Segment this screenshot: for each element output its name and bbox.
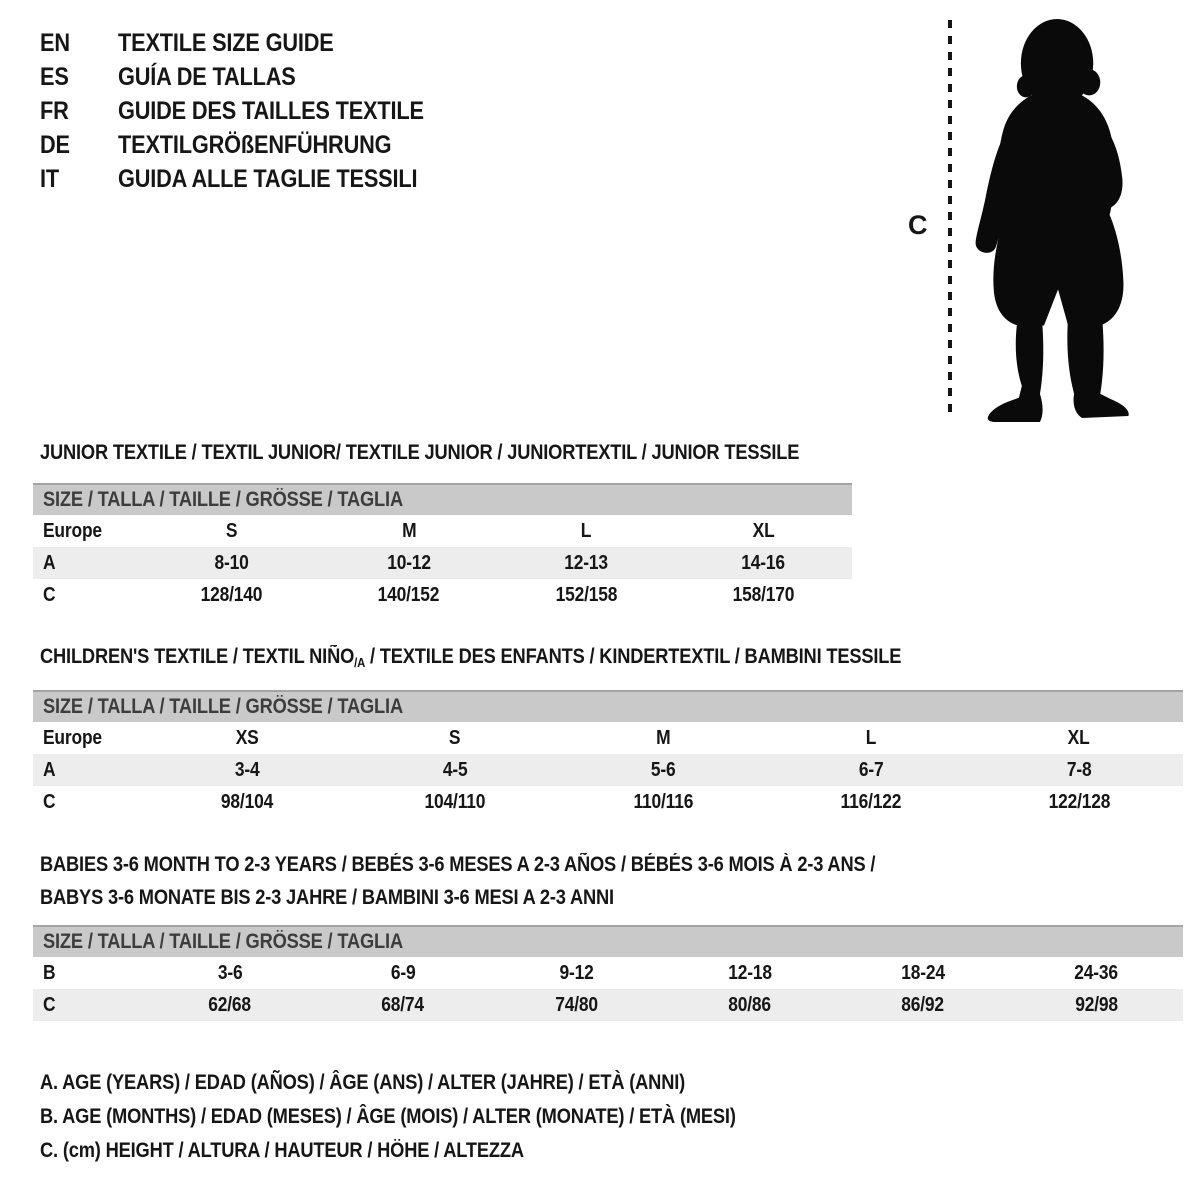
row-key: C bbox=[43, 994, 56, 1016]
language-row-es bbox=[40, 60, 470, 94]
value-cell: 18-24 bbox=[901, 962, 945, 984]
size-bar-label: SIZE / TALLA / TAILLE / GRÖSSE / TAGLIA bbox=[43, 930, 403, 953]
toddler-silhouette-icon bbox=[961, 16, 1135, 422]
babies-size-table bbox=[33, 925, 1183, 1021]
value-cell: 12-18 bbox=[727, 962, 772, 984]
value-cell: 4-5 bbox=[442, 759, 468, 781]
row-key: C bbox=[43, 584, 56, 606]
children-age-row bbox=[33, 754, 1183, 786]
value-cell: 6-9 bbox=[390, 962, 416, 984]
children-sizes-row bbox=[33, 722, 1183, 754]
size-cell: L bbox=[865, 727, 877, 749]
legend-line-c bbox=[40, 1134, 840, 1168]
legend-line-a bbox=[40, 1066, 840, 1100]
babies-heading-text1: BABIES 3-6 MONTH TO 2-3 YEARS / BEBÉS 3-6 MESES A 2-3 AÑOS / BÉBÉS 3-6 MOIS À 2-3 ANS / bbox=[40, 853, 876, 876]
children-heading-suffix: / TEXTILE DES ENFANTS / KINDERTEXTIL / BAMBINI TESSILE bbox=[365, 645, 902, 668]
legend-text: C. (cm) HEIGHT / ALTURA / HAUTEUR / HÖHE / ALTEZZA bbox=[40, 1139, 524, 1162]
value-cell: 5-6 bbox=[650, 759, 676, 781]
region-label: Europe bbox=[43, 520, 102, 542]
value-cell: 24-36 bbox=[1074, 962, 1119, 984]
value-cell: 6-7 bbox=[858, 759, 884, 781]
value-cell: 104/110 bbox=[424, 791, 486, 813]
children-heading-sub: /A bbox=[354, 655, 366, 670]
value-cell: 98/104 bbox=[220, 791, 274, 813]
junior-sizes-row bbox=[33, 515, 852, 547]
language-code: DE bbox=[40, 131, 70, 159]
language-row-en bbox=[40, 26, 470, 60]
size-header-bar bbox=[33, 925, 1183, 957]
value-cell: 86/92 bbox=[901, 994, 945, 1016]
babies-heading-text2: BABYS 3-6 MONATE BIS 2-3 JAHRE / BAMBINI 3-6 MESI A 2-3 ANNI bbox=[40, 886, 614, 909]
value-cell: 62/68 bbox=[208, 994, 251, 1016]
region-label: Europe bbox=[43, 727, 102, 749]
size-bar-label: SIZE / TALLA / TAILLE / GRÖSSE / TAGLIA bbox=[43, 695, 403, 718]
row-key: B bbox=[43, 962, 56, 984]
children-section-heading bbox=[40, 640, 1030, 679]
legend-text: B. AGE (MONTHS) / EDAD (MESES) / ÂGE (MOIS) / ALTER (MONATE) / ETÀ (MESI) bbox=[40, 1105, 736, 1128]
value-cell: 128/140 bbox=[200, 584, 263, 606]
value-cell: 68/74 bbox=[381, 994, 425, 1016]
value-cell: 10-12 bbox=[387, 552, 431, 574]
language-row-it bbox=[40, 162, 470, 196]
junior-section-heading bbox=[40, 436, 913, 469]
size-bar-label: SIZE / TALLA / TAILLE / GRÖSSE / TAGLIA bbox=[43, 488, 403, 511]
size-cell: M bbox=[401, 520, 417, 542]
language-code: EN bbox=[40, 29, 70, 57]
guide-title: GUIDA ALLE TAGLIE TESSILI bbox=[118, 165, 418, 193]
measurement-legend bbox=[40, 1066, 840, 1168]
junior-height-row bbox=[33, 579, 852, 611]
value-cell: 80/86 bbox=[728, 994, 771, 1016]
junior-age-row bbox=[33, 547, 852, 579]
children-size-table bbox=[33, 690, 1183, 818]
language-row-de bbox=[40, 128, 470, 162]
size-cell: XL bbox=[1068, 727, 1090, 749]
row-key: A bbox=[43, 759, 56, 781]
size-cell: M bbox=[655, 727, 671, 749]
size-cell: S bbox=[449, 727, 461, 749]
babies-months-row bbox=[33, 957, 1183, 989]
babies-section-heading-line2 bbox=[40, 881, 700, 914]
value-cell: 7-8 bbox=[1066, 759, 1092, 781]
size-cell: XL bbox=[752, 520, 775, 542]
value-cell: 3-4 bbox=[234, 759, 260, 781]
legend-line-b bbox=[40, 1100, 840, 1134]
row-key: A bbox=[43, 552, 56, 574]
legend-text: A. AGE (YEARS) / EDAD (AÑOS) / ÂGE (ANS) / ALTER (JAHRE) / ETÀ (ANNI) bbox=[40, 1071, 686, 1094]
value-cell: 116/122 bbox=[840, 791, 902, 813]
language-code: IT bbox=[40, 165, 59, 193]
value-cell: 122/128 bbox=[1048, 791, 1110, 813]
value-cell: 12-13 bbox=[564, 552, 608, 574]
value-cell: 14-16 bbox=[741, 552, 786, 574]
value-cell: 110/116 bbox=[633, 791, 693, 813]
height-dashed-line bbox=[948, 20, 952, 416]
size-cell: L bbox=[580, 520, 592, 542]
value-cell: 158/170 bbox=[732, 584, 795, 606]
size-header-bar bbox=[33, 690, 1183, 722]
size-cell: S bbox=[225, 520, 238, 542]
value-cell: 8-10 bbox=[214, 552, 249, 574]
language-code: ES bbox=[40, 63, 69, 91]
guide-title: GUÍA DE TALLAS bbox=[118, 63, 296, 91]
junior-size-table bbox=[33, 483, 852, 611]
value-cell: 92/98 bbox=[1074, 994, 1118, 1016]
babies-section-heading-line1 bbox=[40, 848, 1000, 881]
guide-title: TEXTILE SIZE GUIDE bbox=[118, 29, 334, 57]
language-title-list bbox=[40, 26, 470, 196]
value-cell: 3-6 bbox=[217, 962, 242, 984]
language-code: FR bbox=[40, 97, 69, 125]
guide-title: GUIDE DES TAILLES TEXTILE bbox=[118, 97, 424, 125]
babies-height-row bbox=[33, 989, 1183, 1021]
value-cell: 9-12 bbox=[559, 962, 594, 984]
value-cell: 74/80 bbox=[554, 994, 598, 1016]
language-row-fr bbox=[40, 94, 470, 128]
value-cell: 140/152 bbox=[378, 584, 440, 606]
junior-heading-text: JUNIOR TEXTILE / TEXTIL JUNIOR/ TEXTILE JUNIOR / JUNIORTEXTIL / JUNIOR TESSILE bbox=[40, 441, 800, 464]
height-measure-label: C bbox=[908, 210, 928, 240]
size-header-bar bbox=[33, 483, 852, 515]
size-cell: XS bbox=[235, 727, 259, 749]
guide-title: TEXTILGRÖßENFÜHRUNG bbox=[118, 131, 392, 159]
value-cell: 152/158 bbox=[555, 584, 617, 606]
children-height-row bbox=[33, 786, 1183, 818]
children-heading-prefix: CHILDREN'S TEXTILE / TEXTIL NIÑO bbox=[40, 645, 355, 668]
row-key: C bbox=[43, 791, 56, 813]
